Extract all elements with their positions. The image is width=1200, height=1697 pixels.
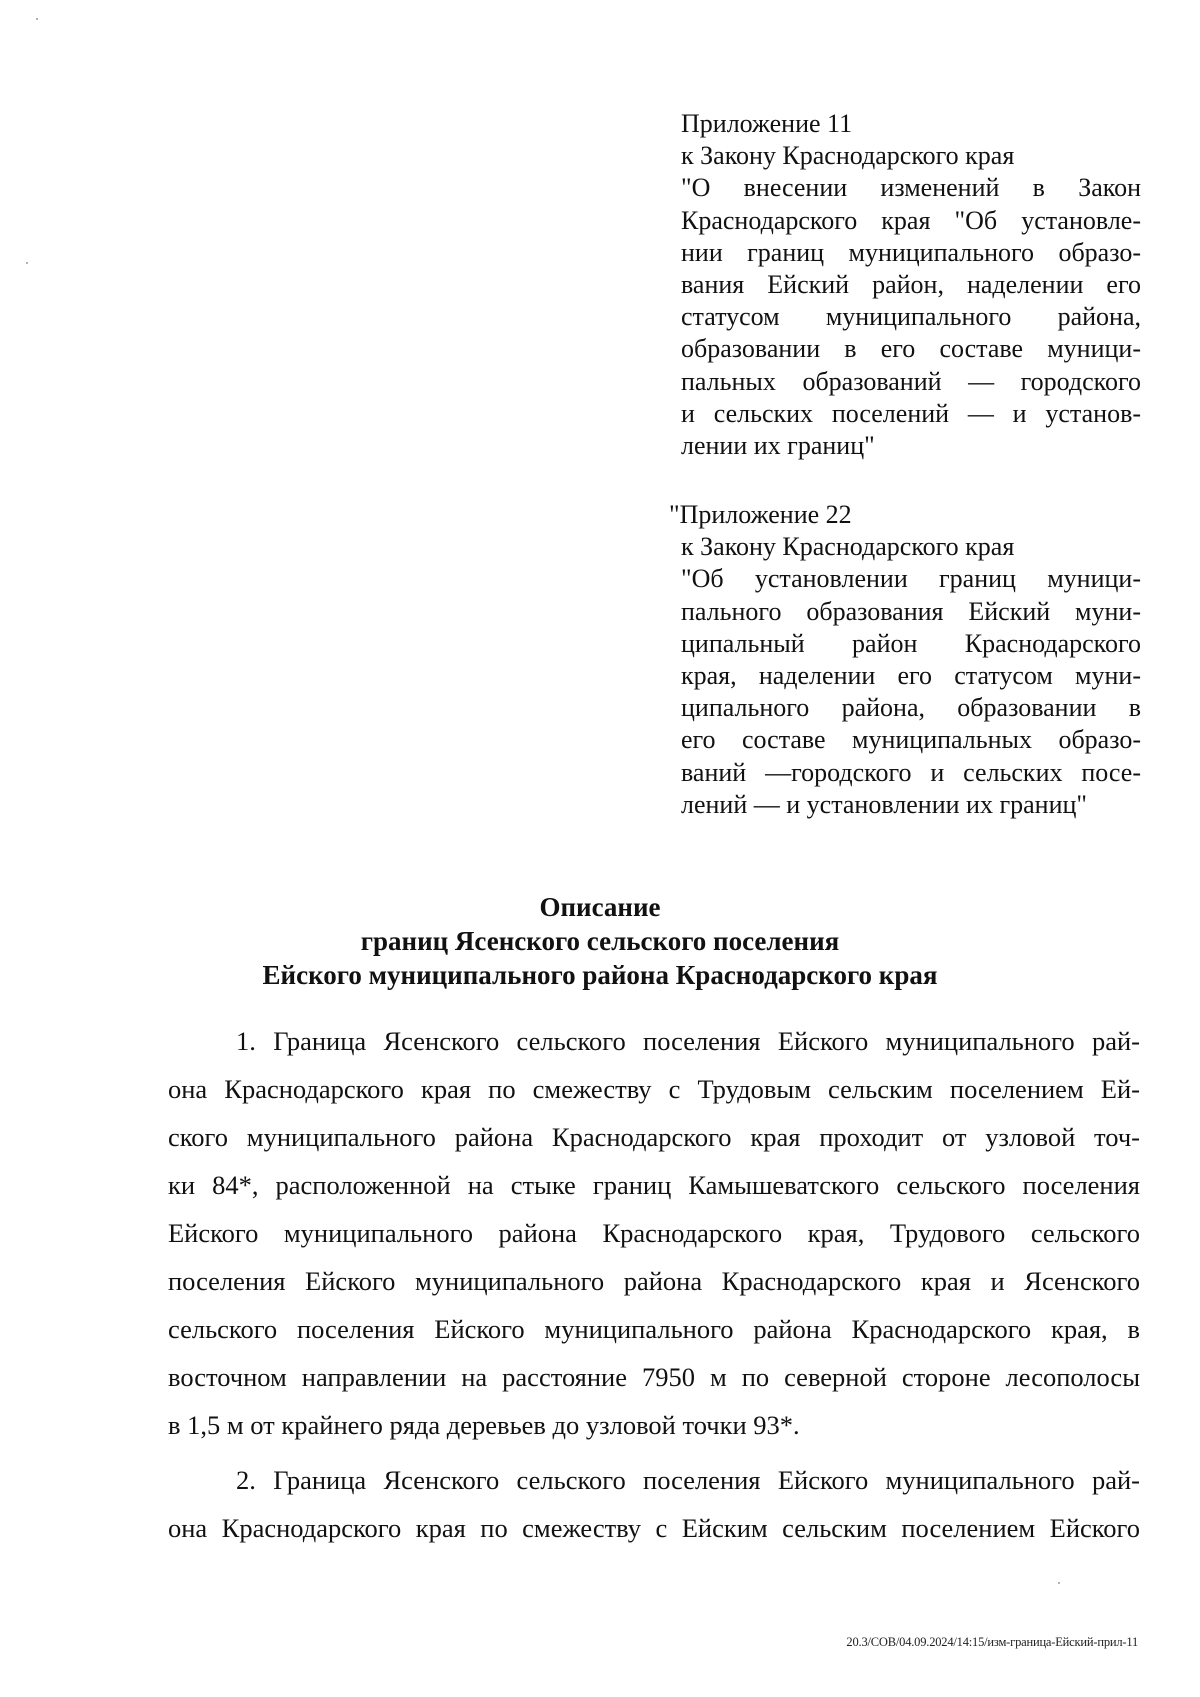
annex-line: Приложение 11 xyxy=(681,109,853,138)
annex-line: ципального района, образовании в xyxy=(681,693,1141,723)
document-footer-code: 20.3/СОВ/04.09.2024/14:15/изм-граница-Ейский-прил-11 xyxy=(846,1635,1138,1649)
annex-line: пальных образований — городского xyxy=(681,366,1141,396)
document-title xyxy=(100,890,1100,992)
scan-speck xyxy=(26,262,28,264)
annex-line: ципальный район Краснодарского xyxy=(681,628,1141,658)
annex-line: края, наделении его статусом муни- xyxy=(681,661,1141,691)
annex-header-11 xyxy=(681,108,1141,462)
annex-line: и сельских поселений — и установ- xyxy=(681,398,1141,428)
title-line: Описание xyxy=(539,892,661,922)
paragraph-line: в 1,5 м от крайнего ряда деревьев до узловой точки 93*. xyxy=(168,1410,800,1440)
annex-line: Краснодарского края "Об установле- xyxy=(681,205,1141,235)
paragraph-line: ского муниципального района Краснодарского края проходит от узловой точ- xyxy=(168,1122,1140,1152)
annex-line: статусом муниципального района, xyxy=(681,302,1141,332)
scan-speck xyxy=(36,18,38,20)
paragraph-line: восточном направлении на расстояние 7950 м по северной стороне лесополосы xyxy=(168,1362,1140,1392)
document-body xyxy=(168,1017,1140,1559)
paragraph-line: она Краснодарского края по смежеству с Трудовым сельским поселением Ей- xyxy=(168,1074,1140,1104)
paragraph-line: она Краснодарского края по смежеству с Ейским сельским поселением Ейского xyxy=(168,1513,1140,1543)
annex-line: пального образования Ейский муни- xyxy=(681,596,1141,626)
paragraph-line: 1. Граница Ясенского сельского поселения Ейского муниципального рай- xyxy=(236,1026,1140,1056)
annex-line: образовании в его составе муници- xyxy=(681,334,1141,364)
paragraph-line: Ейского муниципального района Краснодарского края, Трудового сельского xyxy=(168,1218,1140,1248)
annex-line: его составе муниципальных образо- xyxy=(681,725,1141,755)
scan-speck xyxy=(1058,1582,1060,1584)
annex-line: нии границ муниципального образо- xyxy=(681,237,1141,267)
annex-line: ваний —городского и сельских посе- xyxy=(681,757,1141,787)
paragraph-1 xyxy=(168,1017,1140,1449)
annex-line: "Об установлении границ муници- xyxy=(681,564,1141,594)
annex-header-22 xyxy=(669,499,1141,821)
annex-line: лений — и установлении их границ" xyxy=(681,789,1088,819)
annex-line: лении их границ" xyxy=(681,431,875,461)
paragraph-line: 2. Граница Ясенского сельского поселения Ейского муниципального рай- xyxy=(236,1465,1140,1495)
title-line: границ Ясенского сельского поселения xyxy=(360,926,840,956)
annex-line: к Закону Краснодарского края xyxy=(681,532,1015,562)
annex-line: "Приложение 22 xyxy=(669,500,852,529)
annex-line: вания Ейский район, наделении его xyxy=(681,270,1141,300)
annex-line: к Закону Краснодарского края xyxy=(681,141,1015,171)
paragraph-line: ки 84*, расположенной на стыке границ Камышеватского сельского поселения xyxy=(168,1170,1140,1200)
paragraph-2 xyxy=(168,1456,1140,1552)
paragraph-line: сельского поселения Ейского муниципального района Краснодарского края, в xyxy=(168,1314,1140,1344)
title-line: Ейского муниципального района Краснодарского края xyxy=(262,960,938,990)
paragraph-line: поселения Ейского муниципального района Краснодарского края и Ясенского xyxy=(168,1266,1140,1296)
annex-line: "О внесении изменений в Закон xyxy=(681,173,1141,203)
